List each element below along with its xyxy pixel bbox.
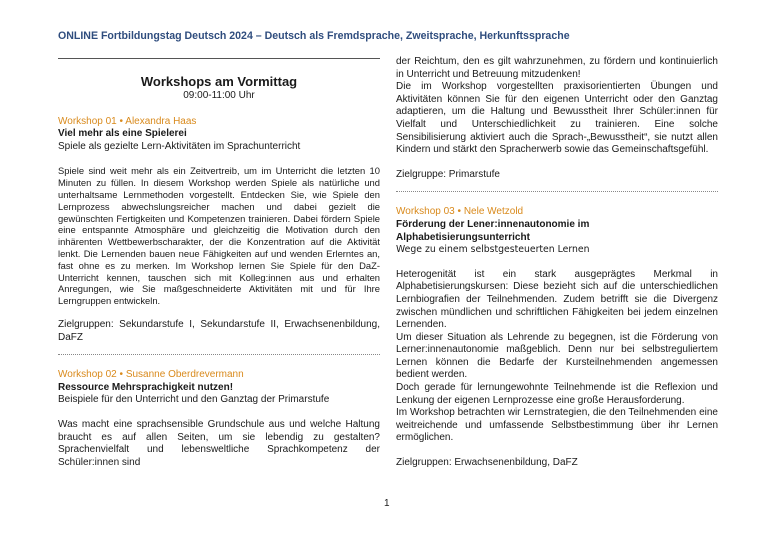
workshop-presenter: Nele Wetzold bbox=[463, 206, 524, 218]
workshop-subtitle: Spiele als gezielte Lern-Aktivitäten im Sprachunterricht bbox=[58, 140, 301, 152]
workshop-paragraph: Im Workshop betrachten wir Lernstrategien, die den Teilnehmenden eine weitreichende und umfassende Selbstbestimmung über ihr Lernen ermöglichen. bbox=[396, 407, 718, 444]
workshop-audience: Zielgruppen: Erwachsenenbildung, DaFZ bbox=[396, 457, 578, 469]
workshop-title: Ressource Mehrsprachigkeit nutzen! bbox=[58, 381, 234, 393]
workshop-heading bbox=[58, 116, 380, 129]
top-rule bbox=[58, 58, 380, 59]
workshop-paragraph: Heterogenität ist ein stark ausgeprägtes Merkmal in Alphabetisierungskursen: Diese bezieht sich auf die unterschiedlichen Lernbiografien der Teilnehmenden. Zudem betrifft sie die Divergenz zwischen mündlichen und schriftlichen Fähigkeiten bei jedem einzelnen Lernenden. bbox=[396, 268, 718, 331]
workshop-description: Spiele sind weit mehr als ein Zeitvertreib, um im Unterricht die letzten 10 Minuten zu füllen. In diesem Workshop werden Spiele als natürliche und unterhaltsame Lernmethoden vorgestellt. Entdecken Sie, wie Spiele den Lernprozess abwechslungsreicher machen und dabei gezielt die gewünschten Fertigkeiten und Kompetenzen trainieren. Dabei fördern Spiele eine entspannte Atmosphäre und gleichzeitig die Motivation durch den inhärenten Wettbewerbscharakter, der die Konzentration auf die Aktivität lenkt. Die Lernenden bauen neue Fähigkeiten auf und wenden Erlerntes an, fast ohne es zu merken. Im Workshop lernen Sie Spiele für den DaZ-Unterricht kennen, tauschen sich mit Kolleg:innen aus und erhalten Anregungen, wie Sie maßgeschneiderte Aktivitäten mit und für Ihre Lerngruppen entwickeln. bbox=[58, 165, 380, 307]
divider bbox=[58, 354, 380, 355]
workshop-number: Workshop 01 bbox=[58, 115, 117, 127]
workshop-number: Workshop 02 bbox=[58, 369, 117, 381]
workshop-audience: Zielgruppen: Sekundarstufe I, Sekundarstufe II, Erwachsenenbildung, DaFZ bbox=[58, 318, 380, 343]
divider bbox=[396, 191, 718, 192]
workshop-heading bbox=[396, 206, 718, 219]
workshop-description-continued: der Reichtum, den es gilt wahrzunehmen, zu fördern und kontinuierlich in Unterricht und Betreuung mitzudenken! bbox=[396, 56, 718, 80]
workshop-audience: Zielgruppe: Primarstufe bbox=[396, 168, 500, 180]
workshop-paragraph: Um dieser Situation als Lehrende zu begegnen, ist die Förderung von Lerner:innenautonomie maßgeblich. Denn nur bei selbstreguliertem Lernen können die Bedarfe der Kursteilnehmenden angemessen bedient werden. bbox=[396, 331, 718, 381]
left-column bbox=[58, 58, 380, 481]
workshop-title: Förderung der Lener:innenautonomie im Alphabetisierungsunterricht bbox=[396, 218, 590, 243]
section-time: 09:00-11:00 Uhr bbox=[183, 90, 255, 101]
workshop-01 bbox=[58, 116, 380, 345]
workshop-03 bbox=[396, 206, 718, 469]
bullet-icon: • bbox=[457, 206, 462, 218]
workshop-presenter: Alexandra Haas bbox=[125, 115, 197, 127]
workshop-description: Was macht eine sprachsensible Grundschule aus und welche Haltung braucht es auf allen Seiten, um sie lebendig zu gestalten? Sprachenvielfalt und lebensweltliche Sprachkompetenz der Schüler:innen sind bbox=[58, 418, 380, 468]
right-column bbox=[396, 56, 718, 470]
workshop-number: Workshop 03 bbox=[396, 206, 455, 218]
bullet-icon: • bbox=[119, 369, 124, 381]
document-header: ONLINE Fortbildungstag Deutsch 2024 – Deutsch als Fremdsprache, Zweitsprache, Herkunftssprache bbox=[58, 30, 570, 42]
workshop-presenter: Susanne Oberdrevermann bbox=[125, 369, 244, 381]
bullet-icon: • bbox=[119, 115, 124, 127]
workshop-02 bbox=[58, 369, 380, 469]
workshop-description-2: Die im Workshop vorgestellten praxisorientierten Übungen und Aktivitäten können Sie für den eigenen Unterricht oder den Ganztag adaptieren, um die Haltung und Bewusstheit Ihrer Schüler:innen für Vielfalt und Unterschiedlichkeit zu trainieren. Eine solche Sensibilisierung aktiviert auch die Sprach-„Bewusstheit“, sie nutzt allen Kindern und stärkt den Spracherwerb sowie das Gemeinschaftsgefühl. bbox=[396, 81, 718, 156]
workshop-paragraph: Doch gerade für lernungewohnte Teilnehmende ist die Reflexion und Lenkung der eigenen Lernprozesse eine große Herausforderung. bbox=[396, 382, 718, 406]
section-title: Workshops am Vormittag bbox=[140, 74, 298, 89]
workshop-heading bbox=[58, 369, 380, 382]
page-number: 1 bbox=[384, 498, 390, 509]
workshop-subtitle: Wege zu einem selbstgesteuerten Lernen bbox=[396, 244, 590, 256]
workshop-title: Viel mehr als eine Spielerei bbox=[58, 128, 187, 140]
workshop-subtitle: Beispiele für den Unterricht und den Ganztag der Primarstufe bbox=[58, 394, 330, 406]
